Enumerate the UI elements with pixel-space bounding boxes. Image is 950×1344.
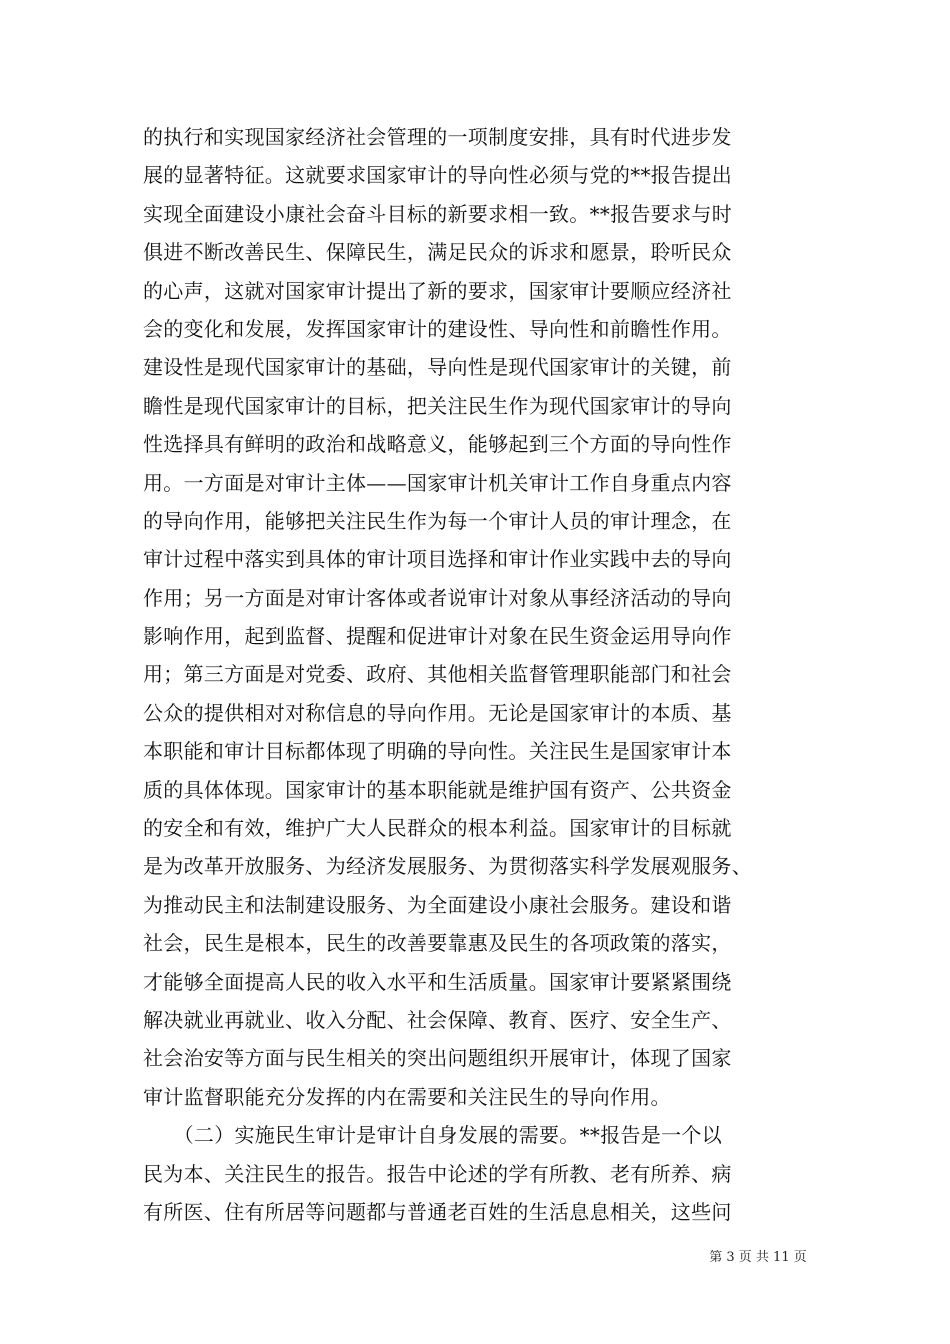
text-line: （二）实施民生审计是审计自身发展的需要。**报告是一个以 [143, 1123, 722, 1148]
text-line: 有所医、住有所居等问题都与普通老百姓的生活息息相关，这些问 [143, 1199, 732, 1224]
text-line: 性选择具有鲜明的政治和战略意义，能够起到三个方面的导向性作 [143, 432, 732, 457]
text-line: 影响作用，起到监督、提醒和促进审计对象在民生资金运用导向作 [143, 624, 732, 649]
text-line: 是为改革开放服务、为经济发展服务、为贯彻落实科学发展观服务、 [143, 854, 752, 879]
text-line: 解决就业再就业、收入分配、社会保障、教育、医疗、安全生产、 [143, 1007, 732, 1032]
text-line: 的心声，这就对国家审计提出了新的要求，国家审计要顺应经济社 [143, 278, 732, 303]
text-line: 的执行和实现国家经济社会管理的一项制度安排，具有时代进步发 [143, 125, 732, 149]
text-line: 实现全面建设小康社会奋斗目标的新要求相一致。**报告要求与时 [143, 201, 732, 226]
text-line: 为推动民主和法制建设服务、为全面建设小康社会服务。建设和谐 [143, 892, 732, 917]
text-line: 审计过程中落实到具体的审计项目选择和审计作业实践中去的导向 [143, 547, 732, 572]
text-line: 用。一方面是对审计主体——国家审计机关审计工作自身重点内容 [143, 470, 732, 495]
text-line: 的导向作用，能够把关注民生作为每一个审计人员的审计理念，在 [143, 508, 732, 533]
page-number: 第 3 页 共 11 页 [709, 1250, 807, 1265]
text-line: 民为本、关注民生的报告。报告中论述的学有所教、老有所养、病 [143, 1161, 732, 1186]
text-line: 作用；另一方面是对审计客体或者说审计对象从事经济活动的导向 [143, 585, 732, 610]
text-line: 社会，民生是根本，民生的改善要靠惠及民生的各项政策的落实， [143, 931, 732, 956]
text-line: 质的具体体现。国家审计的基本职能就是维护国有资产、公共资金 [143, 777, 732, 802]
text-line: 公众的提供相对对称信息的导向作用。无论是国家审计的本质、基 [143, 700, 732, 725]
text-line: 建设性是现代国家审计的基础，导向性是现代国家审计的关键，前 [143, 355, 732, 380]
text-line: 审计监督职能充分发挥的内在需要和关注民生的导向作用。 [143, 1084, 671, 1109]
text-line: 才能够全面提高人民的收入水平和生活质量。国家审计要紧紧围绕 [143, 969, 732, 994]
text-line: 用；第三方面是对党委、政府、其他相关监督管理职能部门和社会 [143, 662, 732, 687]
text-line: 瞻性是现代国家审计的目标，把关注民生作为现代国家审计的导向 [143, 393, 732, 418]
text-line: 的安全和有效，维护广大人民群众的根本利益。国家审计的目标就 [143, 816, 732, 841]
text-line: 社会治安等方面与民生相关的突出问题组织开展审计，体现了国家 [143, 1046, 732, 1071]
text-line: 俱进不断改善民生、保障民生，满足民众的诉求和愿景，聆听民众 [143, 240, 732, 265]
page-footer [0, 1246, 950, 1265]
text-line: 展的显著特征。这就要求国家审计的导向性必须与党的**报告提出 [143, 163, 732, 188]
text-line: 会的变化和发展，发挥国家审计的建设性、导向性和前瞻性作用。 [143, 316, 732, 341]
text-line: 本职能和审计目标都体现了明确的导向性。关注民生是国家审计本 [143, 739, 732, 764]
body-text [143, 118, 823, 1231]
